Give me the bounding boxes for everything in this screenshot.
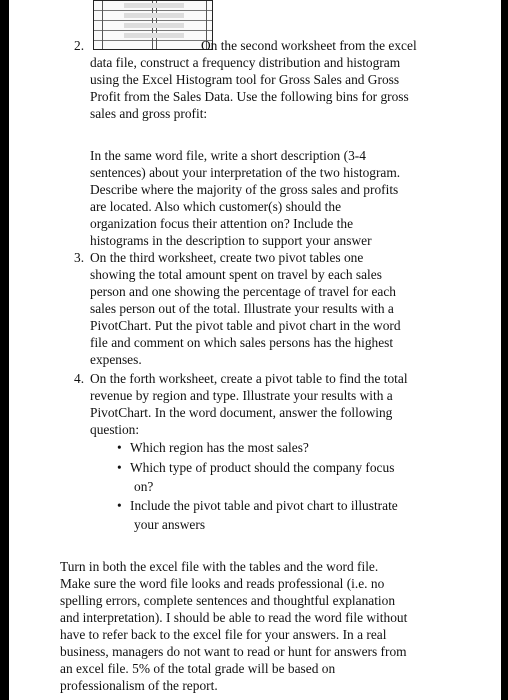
closing-line: have to refer back to the excel file for your answers. In a real xyxy=(60,627,387,642)
closing-line: and interpretation). I should be able to read the word file without xyxy=(60,610,408,625)
bullet-item-line: on? xyxy=(134,479,154,494)
bullet-glyph: • xyxy=(117,440,122,455)
bullet-item-line: your answers xyxy=(134,517,206,532)
bullet-glyph: • xyxy=(117,498,122,513)
description-line: sentences) about your interpretation of the two histogram. xyxy=(90,165,401,180)
description-line: are located. Also which customer(s) should the xyxy=(90,199,342,214)
item-3-line: file and comment on which sales persons has the highest xyxy=(90,335,394,350)
bullet-item-line: Which type of product should the company focus xyxy=(130,460,395,475)
description-line: Describe where the majority of the gross sales and profits xyxy=(90,182,399,197)
closing-line: professionalism of the report. xyxy=(60,678,218,693)
bullet-item-line: Which region has the most sales? xyxy=(130,440,309,455)
item-3-line: expenses. xyxy=(90,352,142,367)
bullet-item-line: Include the pivot table and pivot chart to illustrate xyxy=(130,498,398,513)
bullet-glyph: • xyxy=(117,460,122,475)
item-3-line: person and one showing the percentage of travel for each xyxy=(90,284,396,299)
item-3-line: showing the total amount spent on travel by each sales xyxy=(90,267,382,282)
closing-line: Make sure the word file looks and reads professional (i.e. no xyxy=(60,576,385,591)
closing-line: business, managers do not want to read or hunt for answers from xyxy=(60,644,407,659)
item-4-line: revenue by region and type. Illustrate your results with a xyxy=(90,388,393,403)
item-2-line: Profit from the Sales Data. Use the following bins for gross xyxy=(90,89,409,104)
closing-line: an excel file. 5% of the total grade will be based on xyxy=(60,661,336,676)
document-page xyxy=(9,0,501,700)
description-line: histograms in the description to support your answer xyxy=(90,233,372,248)
item-2-number: 2. xyxy=(74,38,85,53)
description-line: In the same word file, write a short description (3-4 xyxy=(90,148,366,163)
item-2-line: sales and gross profit: xyxy=(90,106,208,121)
item-4-line: PivotChart. In the word document, answer the following xyxy=(90,405,393,420)
item-3-line: PivotChart. Put the pivot table and pivot chart in the word xyxy=(90,318,401,333)
item-4-line: question: xyxy=(90,422,140,437)
item-4-number: 4. xyxy=(74,371,85,386)
bins-table-image xyxy=(93,0,213,50)
item-2-line: data file, construct a frequency distribution and histogram xyxy=(90,55,401,70)
item-3-line: sales person out of the total. Illustrate your results with a xyxy=(90,301,394,316)
item-2-line: using the Excel Histogram tool for Gross Sales and Gross xyxy=(90,72,400,87)
item-2-line: On the second worksheet from the excel xyxy=(201,38,417,53)
closing-line: Turn in both the excel file with the tables and the word file. xyxy=(60,559,379,574)
item-3-line: On the third worksheet, create two pivot tables one xyxy=(90,250,364,265)
item-3-number: 3. xyxy=(74,250,85,265)
item-4-line: On the forth worksheet, create a pivot table to find the total xyxy=(90,371,408,386)
closing-line: spelling errors, complete sentences and thoughtful explanation xyxy=(60,593,396,608)
description-line: organization focus their attention on? Include the xyxy=(90,216,354,231)
